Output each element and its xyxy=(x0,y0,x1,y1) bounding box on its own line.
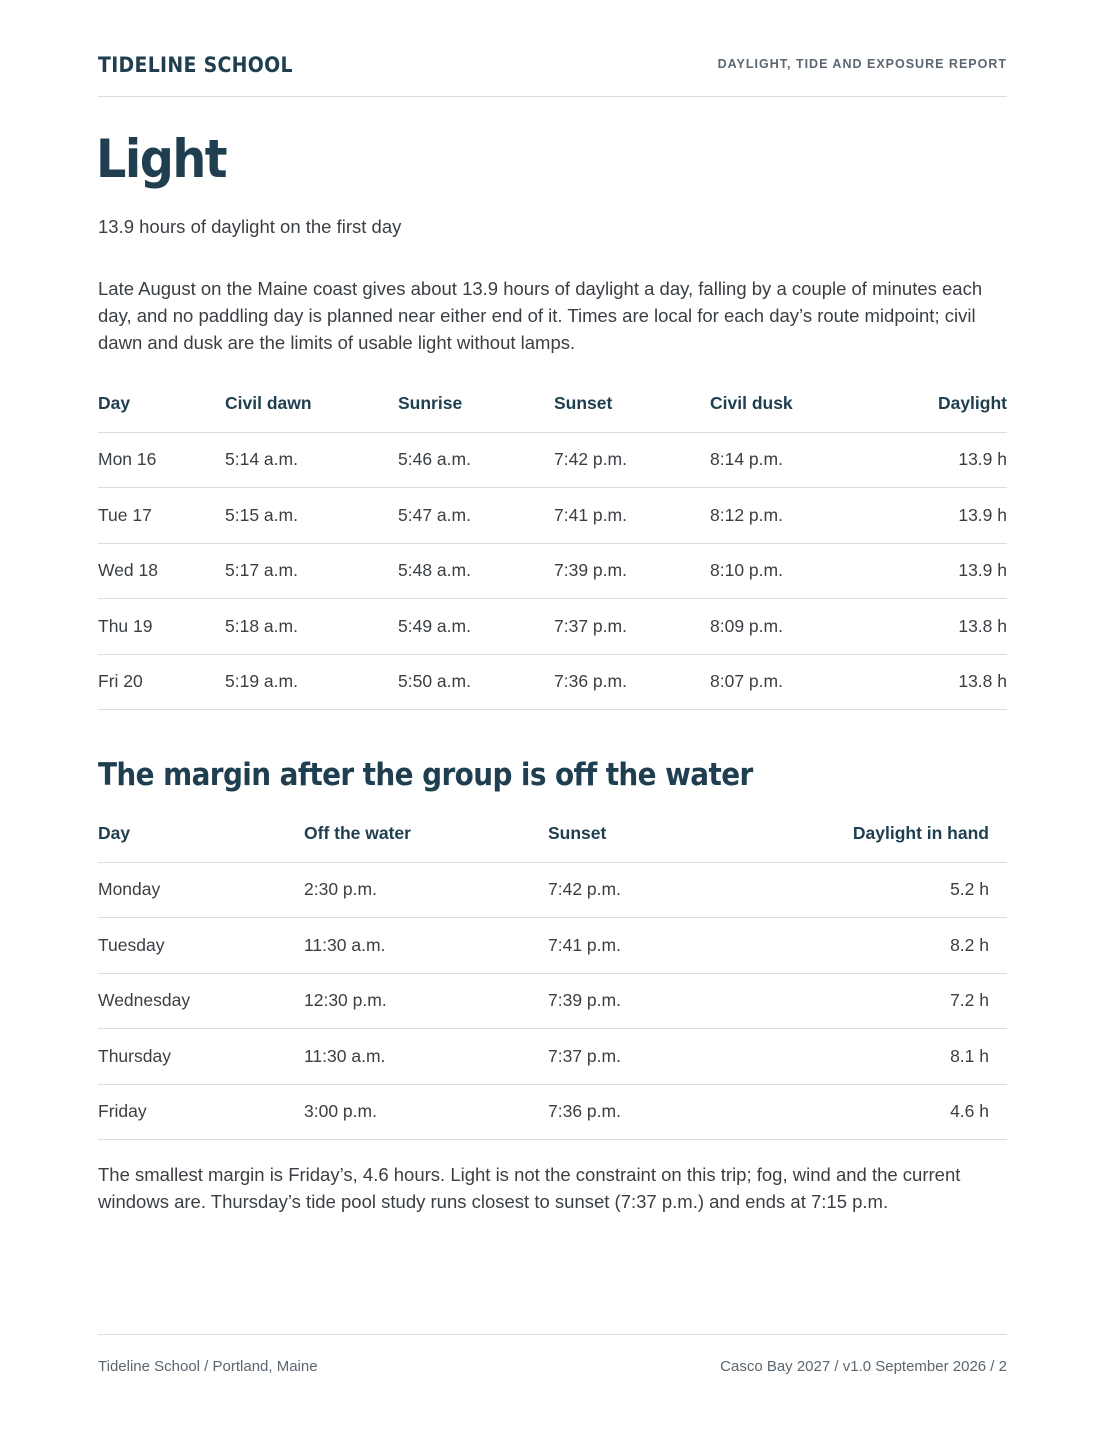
table-row xyxy=(98,432,1007,488)
table-cell: 11:30 a.m. xyxy=(304,1029,548,1085)
column-header-daylight: Daylight xyxy=(870,376,1007,432)
column-header-off-the-water: Off the water xyxy=(304,806,548,862)
margin-table-body xyxy=(98,862,1007,1140)
table-cell: 8.1 h xyxy=(748,1029,1007,1085)
table-row xyxy=(98,543,1007,599)
table-row xyxy=(98,973,1007,1029)
table-cell: 8.2 h xyxy=(748,918,1007,974)
column-header-daylight-in-hand: Daylight in hand xyxy=(748,806,1007,862)
brand-name: TIDELINE SCHOOL xyxy=(98,53,293,77)
table-cell: Tuesday xyxy=(98,918,304,974)
table-cell: 7:37 p.m. xyxy=(554,599,710,655)
column-header-day: Day xyxy=(98,806,304,862)
table-cell: 13.9 h xyxy=(870,543,1007,599)
table-cell: 5:19 a.m. xyxy=(225,654,398,710)
daylight-table-body xyxy=(98,432,1007,710)
column-header-civil-dusk: Civil dusk xyxy=(710,376,870,432)
intro-paragraph: Late August on the Maine coast gives about 13.9 hours of daylight a day, falling by a couple of minutes each day, and no paddling day is planned near either end of it. Times are local for each day’s route midpoint; civil dawn and dusk are the limits of usable light without lamps. xyxy=(98,278,983,353)
table-cell: 12:30 p.m. xyxy=(304,973,548,1029)
table-cell: 11:30 a.m. xyxy=(304,918,548,974)
table-cell: 13.8 h xyxy=(870,654,1007,710)
table-cell: 5:49 a.m. xyxy=(398,599,554,655)
table-cell: 4.6 h xyxy=(748,1084,1007,1140)
table-cell: 7:36 p.m. xyxy=(554,654,710,710)
column-header-sunset: Sunset xyxy=(554,376,710,432)
table-cell: 5:50 a.m. xyxy=(398,654,554,710)
table-cell: 5:46 a.m. xyxy=(398,432,554,488)
table-row xyxy=(98,1084,1007,1140)
table-cell: Monday xyxy=(98,862,304,918)
table-cell: 7:42 p.m. xyxy=(554,432,710,488)
table-cell: 5:47 a.m. xyxy=(398,488,554,544)
table-cell: Thu 19 xyxy=(98,599,225,655)
section-heading: The margin after the group is off the water xyxy=(98,757,753,793)
page-header xyxy=(98,50,1007,97)
page-title: Light xyxy=(96,129,227,190)
table-cell: 2:30 p.m. xyxy=(304,862,548,918)
table-cell: Friday xyxy=(98,1084,304,1140)
table-cell: Wed 18 xyxy=(98,543,225,599)
table-row xyxy=(98,918,1007,974)
report-name: DAYLIGHT, TIDE AND EXPOSURE REPORT xyxy=(717,57,1007,71)
table-row xyxy=(98,1029,1007,1085)
page-footer xyxy=(98,1334,1007,1384)
table-cell: 7:36 p.m. xyxy=(548,1084,748,1140)
page-subtitle: 13.9 hours of daylight on the first day xyxy=(98,216,402,237)
report-page xyxy=(98,0,1007,1430)
table-cell: 7:39 p.m. xyxy=(548,973,748,1029)
table-cell: 8:14 p.m. xyxy=(710,432,870,488)
table-cell: 7:42 p.m. xyxy=(548,862,748,918)
table-cell: 5:18 a.m. xyxy=(225,599,398,655)
table-row xyxy=(98,599,1007,655)
table-row xyxy=(98,862,1007,918)
table-cell: 5:15 a.m. xyxy=(225,488,398,544)
table-cell: 8:10 p.m. xyxy=(710,543,870,599)
column-header-sunset: Sunset xyxy=(548,806,748,862)
table-cell: 5:14 a.m. xyxy=(225,432,398,488)
column-header-sunrise: Sunrise xyxy=(398,376,554,432)
table-cell: 5:48 a.m. xyxy=(398,543,554,599)
table-cell: 8:09 p.m. xyxy=(710,599,870,655)
column-header-civil-dawn: Civil dawn xyxy=(225,376,398,432)
footer-edition: Casco Bay 2027 / v1.0 September 2026 / 2 xyxy=(720,1358,1007,1375)
table-cell: 8:07 p.m. xyxy=(710,654,870,710)
table-cell: Fri 20 xyxy=(98,654,225,710)
table-cell: Tue 17 xyxy=(98,488,225,544)
table-cell: 7:41 p.m. xyxy=(548,918,748,974)
table-header-row xyxy=(98,376,1007,432)
table-cell: 7:37 p.m. xyxy=(548,1029,748,1085)
column-header-day: Day xyxy=(98,376,225,432)
table-row xyxy=(98,488,1007,544)
table-cell: Wednesday xyxy=(98,973,304,1029)
table-cell: 8:12 p.m. xyxy=(710,488,870,544)
table-cell: 7.2 h xyxy=(748,973,1007,1029)
footer-location: Tideline School / Portland, Maine xyxy=(98,1358,318,1375)
table-cell: Thursday xyxy=(98,1029,304,1085)
table-cell: 5.2 h xyxy=(748,862,1007,918)
table-cell: 13.9 h xyxy=(870,432,1007,488)
daylight-table xyxy=(98,376,1007,710)
table-cell: 5:17 a.m. xyxy=(225,543,398,599)
closing-paragraph: The smallest margin is Friday’s, 4.6 hours. Light is not the constraint on this trip; fog, wind and the current windows are. Thursday’s tide pool study runs closest to sunset (7:37 p.m.) and ends at 7:15 p.m. xyxy=(98,1164,961,1212)
table-cell: 13.9 h xyxy=(870,488,1007,544)
table-header-row xyxy=(98,806,1007,862)
table-cell: 3:00 p.m. xyxy=(304,1084,548,1140)
table-cell: 7:41 p.m. xyxy=(554,488,710,544)
table-cell: 7:39 p.m. xyxy=(554,543,710,599)
table-cell: Mon 16 xyxy=(98,432,225,488)
table-row xyxy=(98,654,1007,710)
margin-table xyxy=(98,806,1007,1140)
table-cell: 13.8 h xyxy=(870,599,1007,655)
